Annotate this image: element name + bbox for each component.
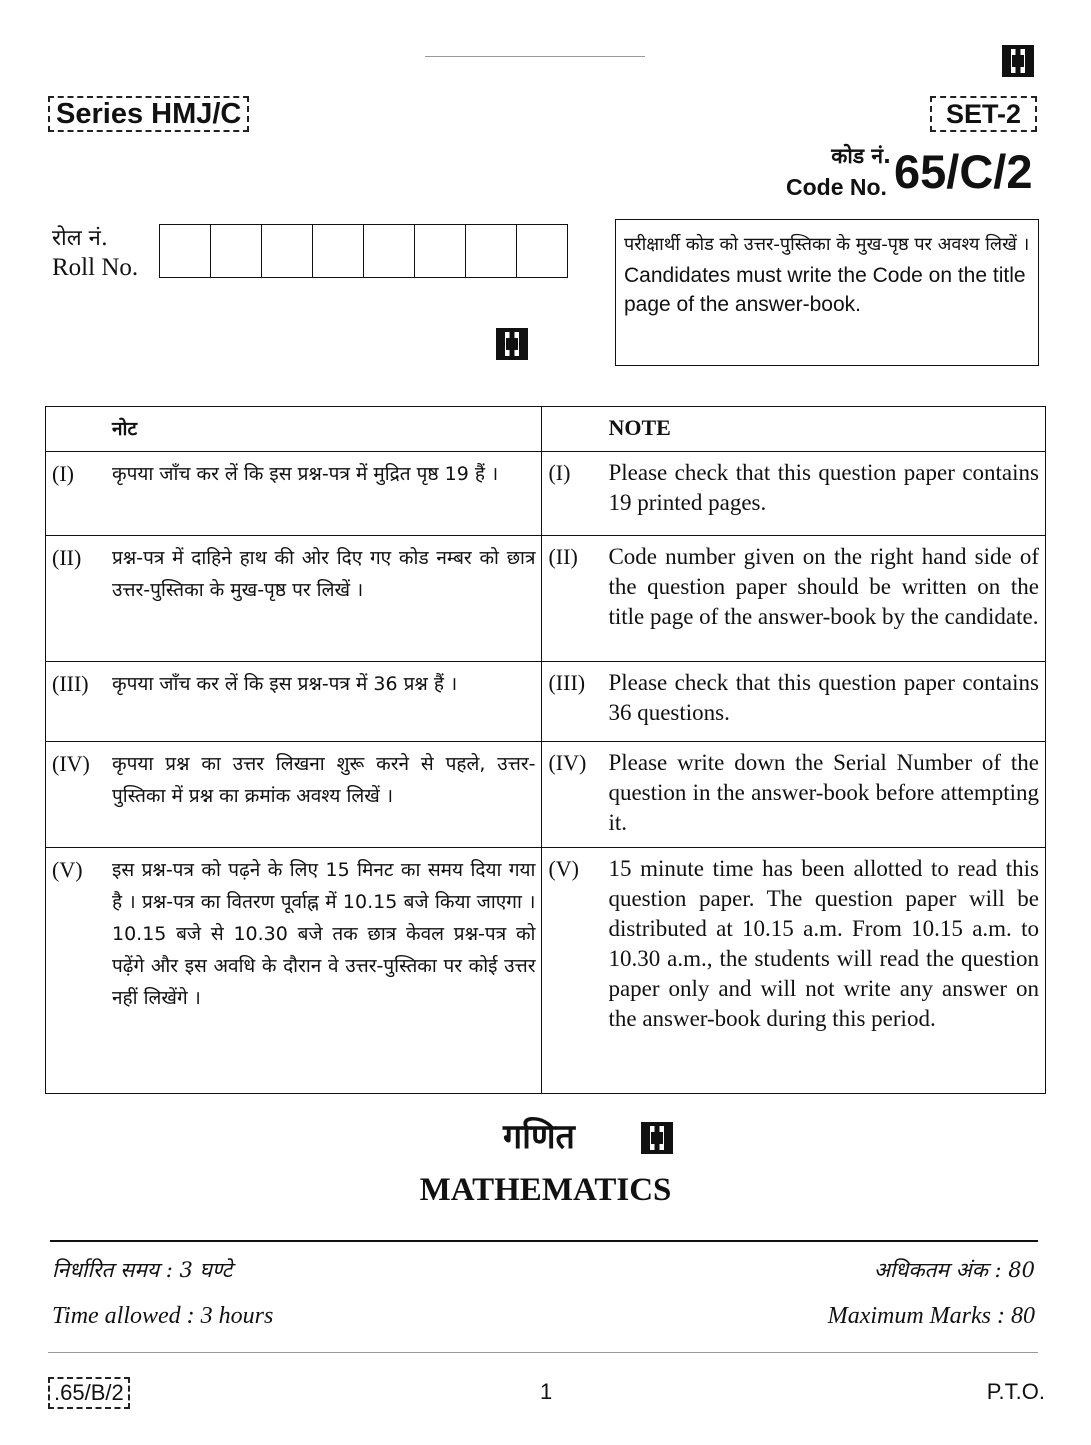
footer-rule [48,1352,1038,1353]
instructions-table [45,406,1046,1094]
row-number: (II) [52,545,82,570]
pto-label: P.T.O. [986,1379,1045,1404]
row-number: (I) [52,461,74,486]
note-header-english: NOTE [542,407,1046,452]
subject-english: MATHEMATICS [419,1172,672,1208]
note-hindi: प्रश्न-पत्र में दाहिने हाथ की ओर दिए गए कोड नम्बर को छात्र उत्तर-पुस्तिका के मुख-पृष्ठ पर लिखें । [112,547,536,601]
table-row [46,742,1046,848]
code-number: 65/C/2 [894,145,1033,198]
note-hindi: कृपया जाँच कर लें कि इस प्रश्न-पत्र में मुद्रित पृष्ठ 19 हैं । [112,463,499,485]
candidate-notice-box [615,219,1039,366]
roll-digit-box[interactable] [313,225,364,278]
max-marks-english: Maximum Marks : 80 [827,1303,1035,1329]
row-number: (I) [548,460,571,485]
table-row [46,452,1046,536]
note-header-hindi: नोट [46,407,542,452]
table-row [46,848,1046,1094]
max-marks-hindi: अधिकतम अंक : 80 [873,1258,1035,1282]
roll-number-grid [159,224,568,278]
roll-digit-box[interactable] [262,225,313,278]
roll-digit-box[interactable] [364,225,415,278]
roll-digit-box[interactable] [160,225,211,278]
subject-hindi: गणित [503,1117,575,1157]
row-number: (V) [52,857,83,882]
note-hindi: इस प्रश्न-पत्र को पढ़ने के लिए 15 मिनट का समय दिया गया है । प्रश्न-पत्र का वितरण पूर्वाह्न में 10.15 बजे किया जाएगा । 10.15 बजे से 10.30 बजे तक छात्र केवल प्रश्न-पत्र को पढ़ेंगे और इस अवधि के दौरान वे उत्तर-पुस्तिका पर कोई उत्तर नहीं लिखेंगे । [112,859,536,1009]
row-number: (V) [548,856,580,881]
note-english: Please check that this question paper contains 19 printed pages. [608,460,1039,515]
roll-label-hindi: रोल नं. [52,226,108,251]
roll-digit-box[interactable] [415,225,466,278]
top-rule [425,56,645,57]
note-english: Please write down the Serial Number of the question in the answer-book before attempting it. [608,750,1039,835]
section-divider [50,1240,1038,1242]
qr-code-icon [1002,45,1034,77]
roll-label-english: Roll No. [52,254,139,281]
table-row [46,536,1046,662]
roll-digit-box[interactable] [466,225,517,278]
note-hindi: कृपया प्रश्न का उत्तर लिखना शुरू करने से पहले, उत्तर-पुस्तिका में प्रश्न का क्रमांक अवश्य लिखें । [112,753,536,807]
code-label-hindi: कोड नं. [831,144,891,168]
qr-code-icon [641,1122,673,1154]
time-allowed-english: Time allowed : 3 hours [52,1303,274,1329]
note-english: Code number given on the right hand side of the question paper should be written on the title page of the answer-book by the candidate. [608,544,1039,629]
row-number: (IV) [52,751,90,776]
note-hindi: कृपया जाँच कर लें कि इस प्रश्न-पत्र में 36 प्रश्न हैं । [112,673,458,695]
roll-digit-box[interactable] [211,225,262,278]
row-number: (III) [548,670,586,695]
footer-code: .65/B/2 [48,1377,130,1409]
series-label: Series HMJ/C [48,96,249,132]
table-row [46,662,1046,742]
code-label-english: Code No. [786,174,887,200]
time-allowed-hindi: निर्धारित समय : 3 घण्टे [52,1258,233,1282]
notice-english: Candidates must write the Code on the title page of the answer-book. [624,264,1026,316]
qr-code-icon [496,328,528,360]
table-header-row [46,407,1046,452]
set-label: SET-2 [930,96,1037,132]
notice-hindi: परीक्षार्थी कोड को उत्तर-पुस्तिका के मुख-पृष्ठ पर अवश्य लिखें । [624,234,1030,255]
note-english: Please check that this question paper contains 36 questions. [608,670,1039,725]
row-number: (III) [52,671,89,696]
page-number: 1 [540,1379,553,1404]
roll-digit-box[interactable] [517,225,568,278]
row-number: (IV) [548,750,587,775]
note-english: 15 minute time has been allotted to read this question paper. The question paper will be distributed at 10.15 a.m. From 10.15 a.m. to 10.30 a.m., the students will read the question paper only and will not write any answer on the answer-book during this period. [608,856,1039,1031]
row-number: (II) [548,544,578,569]
